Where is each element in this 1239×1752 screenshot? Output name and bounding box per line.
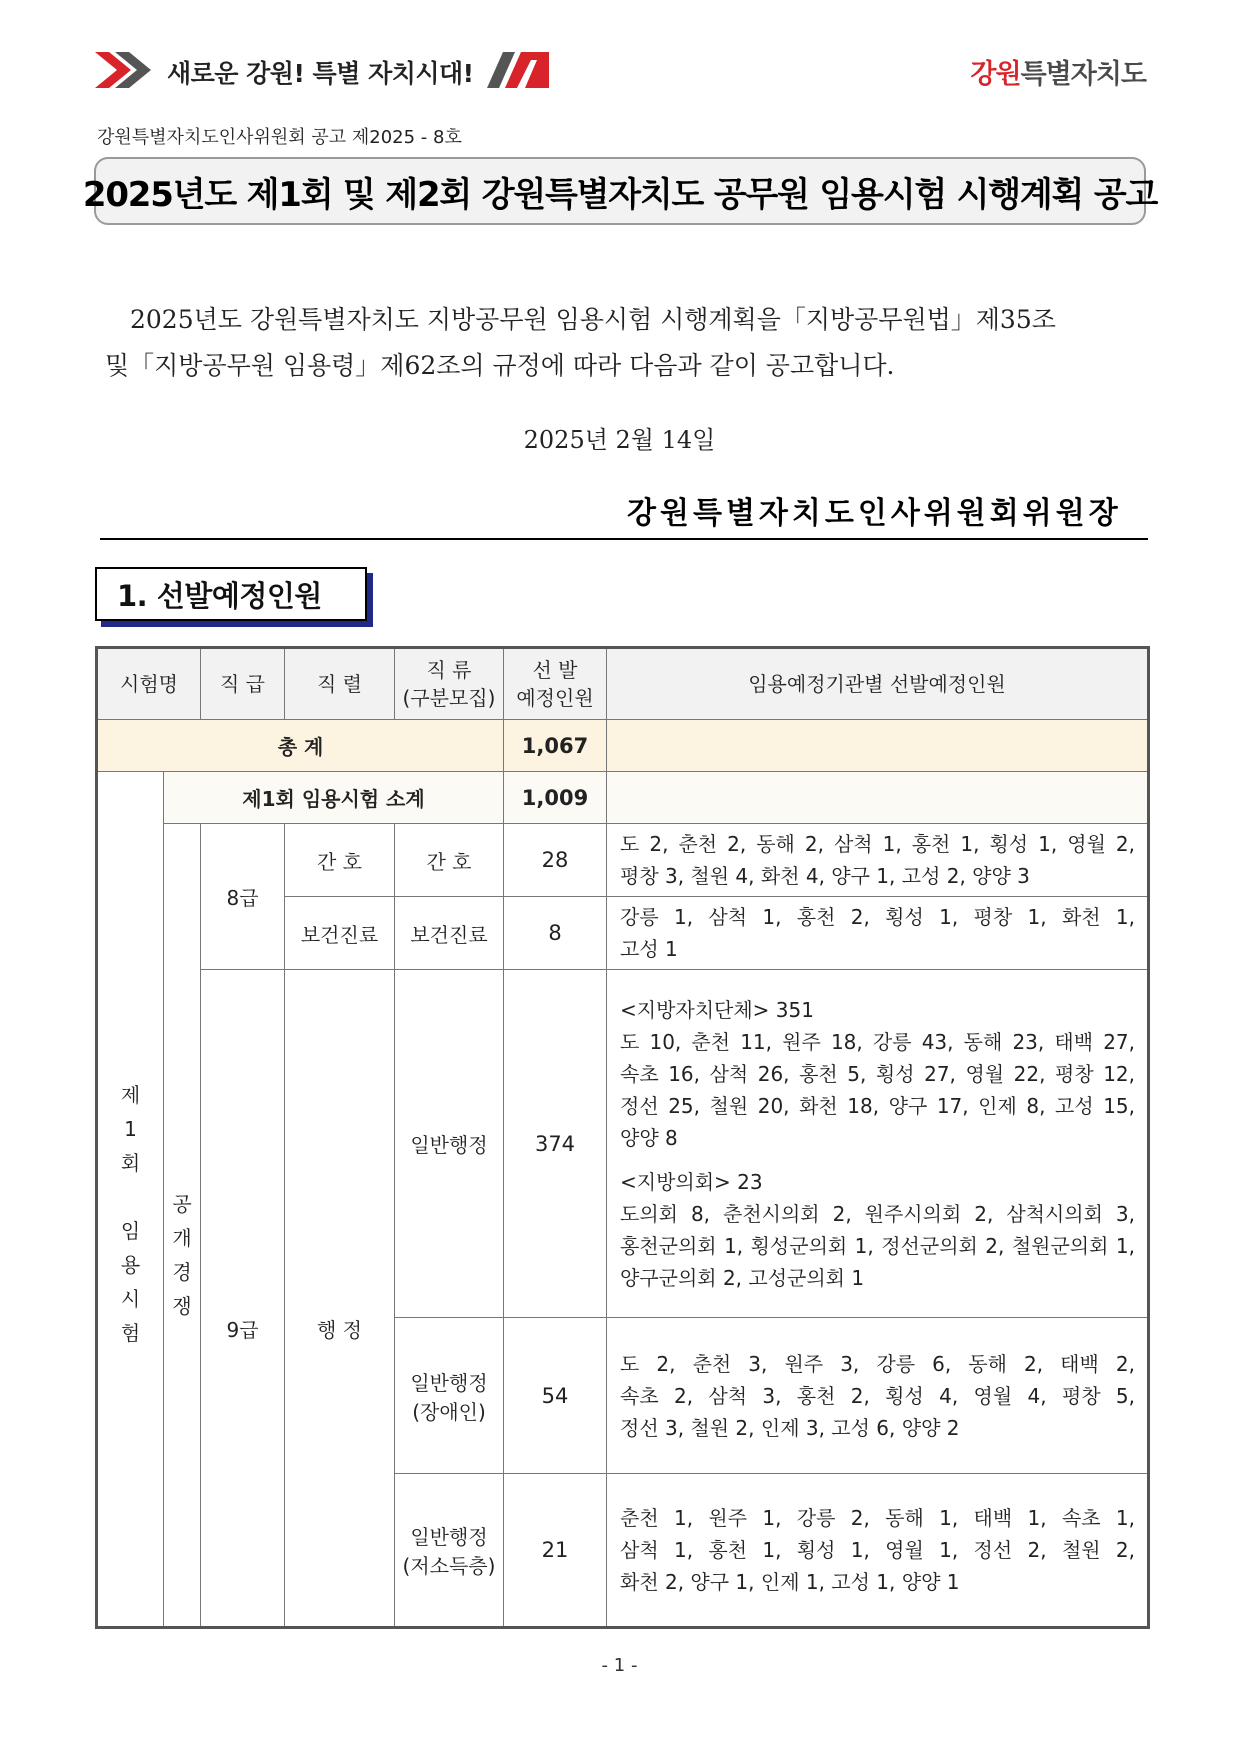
dist-general: <지방자치단체> 351 도 10, 춘천 11, 원주 18, 강릉 43, 동해 23, 태백 27, 속초 16, 삼척 26, 홍천 5, 횡성 27, 영월 22, 평창 12, 정선 25, 철원 20, 화천 18, 양구 17, 인제 8, 고성 15, 양양 8 <지방의회> 23 도의회 8, 춘천시의회 2, 원주시의회 2, 삼척시의회 3, 홍천군의회 1, 횡성군의회 1, 정선군의회 2, 철원군의회 1, 양구군의회 2, 고성군의회 1 xyxy=(607,970,1149,1318)
grade-8: 8급 xyxy=(201,824,285,970)
notice-title-box xyxy=(82,157,1158,225)
total-value: 1,067 xyxy=(504,720,607,772)
series-nursing: 간 호 xyxy=(285,824,395,897)
dist-disabled: 도 2, 춘천 3, 원주 3, 강릉 6, 동해 2, 태백 2, 속초 2, 삼척 3, 홍천 2, 횡성 4, 영월 4, 평창 5, 정선 3, 철원 2, 인제 3, 고성 6, 양양 2 xyxy=(607,1318,1149,1474)
total-row xyxy=(97,720,1149,772)
committee-signature: 강원특별자치도인사위원회위원장 xyxy=(627,496,1122,531)
series-health: 보건진료 xyxy=(285,897,395,970)
gangwon-logo: 강원특별자치도 xyxy=(970,59,1146,90)
table-row xyxy=(97,970,1149,1318)
notice-date: 2025년 2월 14일 xyxy=(523,426,716,454)
section-heading-text: 1. 선발예정인원 xyxy=(117,578,322,613)
divider xyxy=(100,538,1148,540)
value-nursing: 28 xyxy=(504,824,607,897)
value-health: 8 xyxy=(504,897,607,970)
header-class: 직 류 (구분모집) xyxy=(395,648,504,720)
dist-low-income: 춘천 1, 원주 1, 강릉 2, 동해 1, 태백 1, 속초 1, 삼척 1, 홍천 1, 횡성 1, 영월 1, 정선 2, 철원 2, 화천 2, 양구 1, 인제 1, 고성 1, 양양 1 xyxy=(607,1474,1149,1628)
table-header-row xyxy=(97,648,1149,720)
body-line-1: 2025년도 강원특별자치도 지방공무원 임용시험 시행계획을「지방공무원법」제35조 xyxy=(130,305,1056,334)
subtotal-value: 1,009 xyxy=(504,772,607,824)
value-low-income: 21 xyxy=(504,1474,607,1628)
notice-title: 2025년도 제1회 및 제2회 강원특별자치도 공무원 임용시험 시행계획 공고 xyxy=(82,174,1158,215)
value-disabled: 54 xyxy=(504,1318,607,1474)
slogan-banner xyxy=(95,52,545,88)
value-general: 374 xyxy=(504,970,607,1318)
recruit-type-vertical: 공 개 경 쟁 xyxy=(164,824,201,1628)
recruitment-table xyxy=(95,646,1150,1629)
header-series: 직 렬 xyxy=(285,648,395,720)
left-chevron-graphic xyxy=(95,52,157,88)
dist-health: 강릉 1, 삼척 1, 홍천 2, 횡성 1, 평창 1, 화천 1, 고성 1 xyxy=(607,897,1149,970)
total-label: 총 계 xyxy=(97,720,504,772)
page-number: - 1 - xyxy=(601,1655,638,1676)
subtotal-label: 제1회 임용시험 소계 xyxy=(164,772,504,824)
section-heading xyxy=(95,567,367,621)
slogan-text: 새로운 강원! 특별 자치시대! xyxy=(167,59,474,88)
class-low-income: 일반행정 (저소득층) xyxy=(395,1474,504,1628)
dist-nursing: 도 2, 춘천 2, 동해 2, 삼척 1, 홍천 1, 횡성 1, 영월 2, 평창 3, 철원 4, 화천 4, 양구 1, 고성 2, 양양 3 xyxy=(607,824,1149,897)
header-planned: 선 발 예정인원 xyxy=(504,648,607,720)
exam-name-vertical: 제 1 회 임 용 시 험 xyxy=(97,772,164,1628)
class-health: 보건진료 xyxy=(395,897,504,970)
grade-9: 9급 xyxy=(201,970,285,1628)
body-line-2: 및「지방공무원 임용령」제62조의 규정에 따라 다음과 같이 공고합니다. xyxy=(105,351,895,380)
notice-number: 강원특별자치도인사위원회 공고 제2025 - 8호 xyxy=(97,127,462,148)
header-grade: 직 급 xyxy=(201,648,285,720)
right-slash-graphic xyxy=(487,52,549,88)
header-distribution: 임용예정기관별 선발예정인원 xyxy=(607,648,1149,720)
table-row xyxy=(97,824,1149,897)
class-disabled: 일반행정 (장애인) xyxy=(395,1318,504,1474)
series-admin: 행 정 xyxy=(285,970,395,1628)
class-general: 일반행정 xyxy=(395,970,504,1318)
class-nursing: 간 호 xyxy=(395,824,504,897)
header-exam: 시험명 xyxy=(97,648,201,720)
subtotal-row xyxy=(97,772,1149,824)
